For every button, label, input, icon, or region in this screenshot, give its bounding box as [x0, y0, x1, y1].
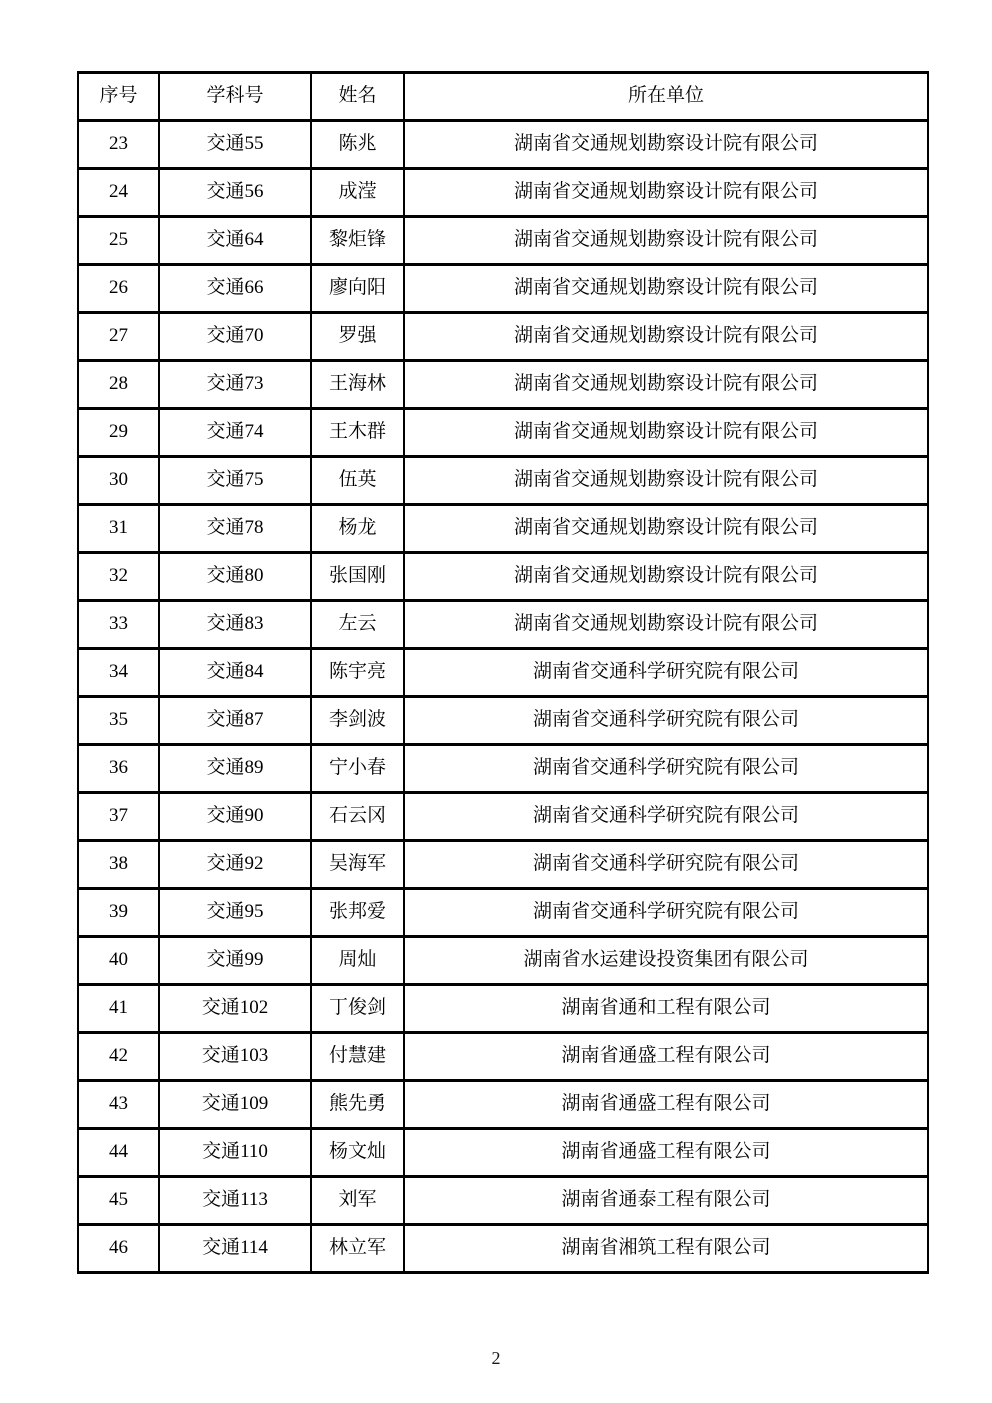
cell-subject-code: 交通89 [159, 745, 311, 793]
table-row [78, 1225, 928, 1273]
table-row [78, 649, 928, 697]
table-row [78, 361, 928, 409]
roster-table [77, 71, 929, 1274]
cell-organization: 湖南省通泰工程有限公司 [404, 1177, 928, 1225]
table-row [78, 985, 928, 1033]
cell-serial-number: 30 [78, 457, 159, 505]
cell-subject-code: 交通78 [159, 505, 311, 553]
table-row [78, 1177, 928, 1225]
cell-serial-number: 24 [78, 169, 159, 217]
header-subject-code: 学科号 [159, 73, 311, 121]
table-row [78, 1129, 928, 1177]
cell-name: 左云 [311, 601, 404, 649]
cell-subject-code: 交通92 [159, 841, 311, 889]
cell-serial-number: 45 [78, 1177, 159, 1225]
table-row [78, 313, 928, 361]
cell-subject-code: 交通64 [159, 217, 311, 265]
cell-serial-number: 32 [78, 553, 159, 601]
table-row [78, 265, 928, 313]
header-name: 姓名 [311, 73, 404, 121]
cell-serial-number: 31 [78, 505, 159, 553]
cell-subject-code: 交通70 [159, 313, 311, 361]
cell-organization: 湖南省交通规划勘察设计院有限公司 [404, 121, 928, 169]
cell-serial-number: 40 [78, 937, 159, 985]
cell-organization: 湖南省通盛工程有限公司 [404, 1129, 928, 1177]
cell-name: 张国刚 [311, 553, 404, 601]
cell-subject-code: 交通56 [159, 169, 311, 217]
cell-name: 林立军 [311, 1225, 404, 1273]
cell-name: 伍英 [311, 457, 404, 505]
cell-subject-code: 交通55 [159, 121, 311, 169]
cell-organization: 湖南省交通科学研究院有限公司 [404, 889, 928, 937]
cell-organization: 湖南省交通规划勘察设计院有限公司 [404, 313, 928, 361]
cell-serial-number: 39 [78, 889, 159, 937]
table-row [78, 505, 928, 553]
table-row [78, 1033, 928, 1081]
cell-organization: 湖南省交通规划勘察设计院有限公司 [404, 505, 928, 553]
cell-subject-code: 交通113 [159, 1177, 311, 1225]
cell-serial-number: 23 [78, 121, 159, 169]
cell-name: 成滢 [311, 169, 404, 217]
cell-serial-number: 25 [78, 217, 159, 265]
cell-serial-number: 36 [78, 745, 159, 793]
cell-organization: 湖南省通和工程有限公司 [404, 985, 928, 1033]
cell-name: 黎炬锋 [311, 217, 404, 265]
cell-organization: 湖南省交通科学研究院有限公司 [404, 649, 928, 697]
cell-organization: 湖南省通盛工程有限公司 [404, 1033, 928, 1081]
cell-organization: 湖南省交通规划勘察设计院有限公司 [404, 553, 928, 601]
cell-subject-code: 交通87 [159, 697, 311, 745]
cell-name: 陈兆 [311, 121, 404, 169]
cell-organization: 湖南省通盛工程有限公司 [404, 1081, 928, 1129]
cell-name: 李剑波 [311, 697, 404, 745]
cell-serial-number: 35 [78, 697, 159, 745]
cell-subject-code: 交通103 [159, 1033, 311, 1081]
cell-subject-code: 交通114 [159, 1225, 311, 1273]
cell-subject-code: 交通74 [159, 409, 311, 457]
cell-organization: 湖南省交通规划勘察设计院有限公司 [404, 361, 928, 409]
cell-serial-number: 44 [78, 1129, 159, 1177]
cell-subject-code: 交通73 [159, 361, 311, 409]
cell-subject-code: 交通80 [159, 553, 311, 601]
cell-organization: 湖南省交通规划勘察设计院有限公司 [404, 169, 928, 217]
table-row [78, 409, 928, 457]
cell-name: 杨文灿 [311, 1129, 404, 1177]
table-row [78, 793, 928, 841]
cell-organization: 湖南省湘筑工程有限公司 [404, 1225, 928, 1273]
cell-subject-code: 交通66 [159, 265, 311, 313]
cell-serial-number: 38 [78, 841, 159, 889]
cell-organization: 湖南省水运建设投资集团有限公司 [404, 937, 928, 985]
cell-organization: 湖南省交通规划勘察设计院有限公司 [404, 601, 928, 649]
cell-serial-number: 43 [78, 1081, 159, 1129]
cell-name: 吴海军 [311, 841, 404, 889]
cell-subject-code: 交通95 [159, 889, 311, 937]
cell-organization: 湖南省交通科学研究院有限公司 [404, 745, 928, 793]
cell-name: 陈宇亮 [311, 649, 404, 697]
cell-name: 王海林 [311, 361, 404, 409]
cell-subject-code: 交通84 [159, 649, 311, 697]
cell-name: 石云冈 [311, 793, 404, 841]
table-row [78, 169, 928, 217]
table-row [78, 121, 928, 169]
cell-name: 周灿 [311, 937, 404, 985]
cell-organization: 湖南省交通规划勘察设计院有限公司 [404, 217, 928, 265]
roster-table-container [77, 71, 927, 1274]
cell-subject-code: 交通75 [159, 457, 311, 505]
cell-name: 廖向阳 [311, 265, 404, 313]
header-organization: 所在单位 [404, 73, 928, 121]
cell-subject-code: 交通99 [159, 937, 311, 985]
cell-serial-number: 34 [78, 649, 159, 697]
cell-organization: 湖南省交通科学研究院有限公司 [404, 841, 928, 889]
table-row [78, 841, 928, 889]
table-header-row [78, 73, 928, 121]
cell-serial-number: 46 [78, 1225, 159, 1273]
cell-name: 丁俊剑 [311, 985, 404, 1033]
cell-serial-number: 33 [78, 601, 159, 649]
cell-organization: 湖南省交通规划勘察设计院有限公司 [404, 409, 928, 457]
cell-subject-code: 交通90 [159, 793, 311, 841]
table-row [78, 601, 928, 649]
table-row [78, 937, 928, 985]
cell-organization: 湖南省交通科学研究院有限公司 [404, 697, 928, 745]
table-row [78, 745, 928, 793]
cell-subject-code: 交通110 [159, 1129, 311, 1177]
cell-subject-code: 交通102 [159, 985, 311, 1033]
cell-name: 王木群 [311, 409, 404, 457]
cell-serial-number: 28 [78, 361, 159, 409]
cell-serial-number: 41 [78, 985, 159, 1033]
cell-name: 罗强 [311, 313, 404, 361]
table-row [78, 889, 928, 937]
cell-serial-number: 37 [78, 793, 159, 841]
page-number: 2 [491, 1348, 501, 1368]
cell-serial-number: 29 [78, 409, 159, 457]
cell-serial-number: 26 [78, 265, 159, 313]
cell-organization: 湖南省交通规划勘察设计院有限公司 [404, 457, 928, 505]
cell-name: 付慧建 [311, 1033, 404, 1081]
cell-subject-code: 交通83 [159, 601, 311, 649]
cell-name: 熊先勇 [311, 1081, 404, 1129]
cell-name: 杨龙 [311, 505, 404, 553]
table-row [78, 697, 928, 745]
cell-serial-number: 27 [78, 313, 159, 361]
table-row [78, 553, 928, 601]
table-row [78, 217, 928, 265]
cell-name: 刘军 [311, 1177, 404, 1225]
cell-organization: 湖南省交通规划勘察设计院有限公司 [404, 265, 928, 313]
table-row [78, 1081, 928, 1129]
cell-subject-code: 交通109 [159, 1081, 311, 1129]
cell-serial-number: 42 [78, 1033, 159, 1081]
cell-organization: 湖南省交通科学研究院有限公司 [404, 793, 928, 841]
header-serial-number: 序号 [78, 73, 159, 121]
table-row [78, 457, 928, 505]
cell-name: 宁小春 [311, 745, 404, 793]
cell-name: 张邦爱 [311, 889, 404, 937]
